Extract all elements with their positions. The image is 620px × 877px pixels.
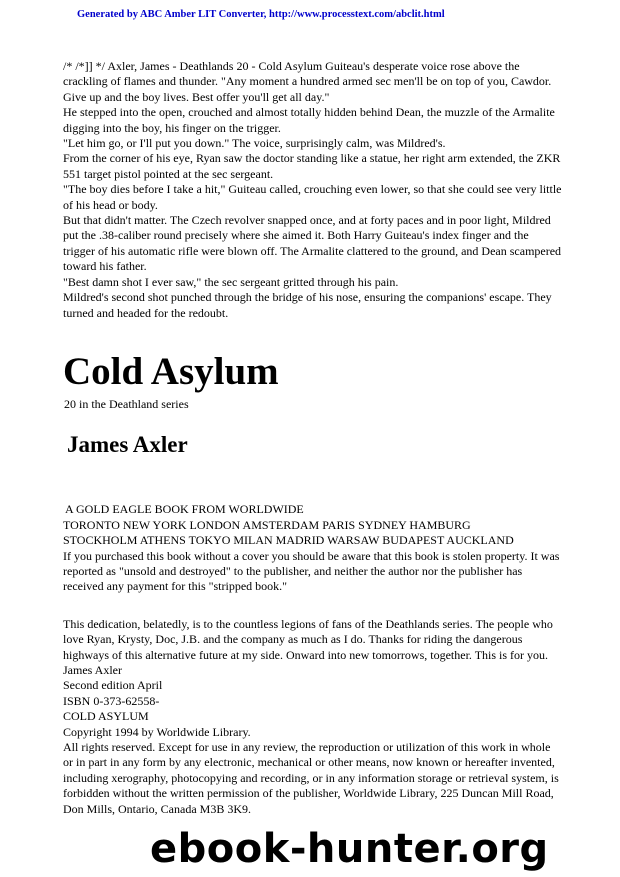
document-body (63, 59, 563, 817)
copyright-line: Copyright 1994 by Worldwide Library. (63, 724, 251, 739)
series-note: 20 in the Deathland series (64, 396, 189, 411)
prologue-paragraph: Mildred's second shot punched through the bridge of his nose, ensuring the companions' escape. They turned and headed for the redoubt. (63, 290, 552, 320)
prologue-paragraph: From the corner of his eye, Ryan saw the doctor standing like a statue, her right arm extended, the ZKR 551 target pistol pointed at the sec sergeant. (63, 151, 561, 181)
prologue-paragraph: "Best damn shot I ever saw," the sec sergeant gritted through his pain. (63, 274, 399, 289)
prologue-paragraph: "The boy dies before I take a hit," Guiteau called, crouching even lower, so that she could see very little of his head or body. (63, 182, 562, 212)
author-name: James Axler (67, 432, 188, 458)
copyright-line: Second edition April (63, 678, 163, 693)
publisher-line: A GOLD EAGLE BOOK FROM WORLDWIDE (65, 502, 304, 517)
copyright-line: James Axler (63, 662, 122, 677)
copyright-line: COLD ASYLUM (63, 709, 149, 724)
book-title: Cold Asylum (63, 349, 279, 393)
publisher-cities: TORONTO NEW YORK LONDON AMSTERDAM PARIS SYDNEY HAMBURG (63, 517, 471, 532)
prologue-paragraph: But that didn't matter. The Czech revolver snapped once, and at forty paces and in poor light, Mildred put the .38-caliber round precisely where she aimed it. Both Harry Guiteau's index finger and the trigger of his automatic rifle were blown off. The Armalite clattered to the ground, and Dean scampered toward his father. (63, 213, 562, 274)
prologue-paragraph: He stepped into the open, crouched and almost totally hidden behind Dean, the muzzle of the Armalite digging into the boy, his finger on the trigger. (63, 105, 555, 135)
prologue-paragraph: /* /*]] */ Axler, James - Deathlands 20 - Cold Asylum Guiteau's desperate voice rose above the crackling of flames and thunder. "Any moment a hundred armed sec men'll be on top of you, Cawdor. Give up and the boy lives. Best offer you'll get all day." (63, 59, 552, 104)
prologue-paragraph: "Let him go, or I'll put you down." The voice, surprisingly calm, was Mildred's. (63, 136, 446, 151)
converter-banner-link[interactable]: Generated by ABC Amber LIT Converter, http://www.processtext.com/abclit.html (77, 9, 445, 20)
copyright-line: ISBN 0-373-62558- (63, 693, 160, 708)
rights-paragraph: All rights reserved. Except for use in any review, the reproduction or utilization of this work in whole or in part in any form by any electronic, mechanical or other means, now known or hereafter invented, including xerography, photocopying and recording, or in any information storage or retrieval system, is forbidden without the written permission of the publisher, Worldwide Library, 225 Duncan Mill Road, Don Mills, Ontario, Canada M3B 3K9. (63, 740, 559, 816)
dedication-paragraph: This dedication, belatedly, is to the countless legions of fans of the Deathlands series. The people who love Ryan, Krysty, Doc, J.B. and the company as much as I do. Thanks for riding the dangerous highways of this alternative future at my side. Onward into new tomorrows, together. This is for you. (63, 616, 553, 662)
publisher-cities: STOCKHOLM ATHENS TOKYO MILAN MADRID WARSAW BUDAPEST AUCKLAND (63, 533, 514, 548)
stripped-book-notice: If you purchased this book without a cover you should be aware that this book is stolen property. It was reported as "unsold and destroyed" to the publisher, and neither the author nor the publisher has received any payment for this "stripped book." (63, 548, 560, 594)
site-watermark: ebook-hunter.org (150, 826, 549, 872)
